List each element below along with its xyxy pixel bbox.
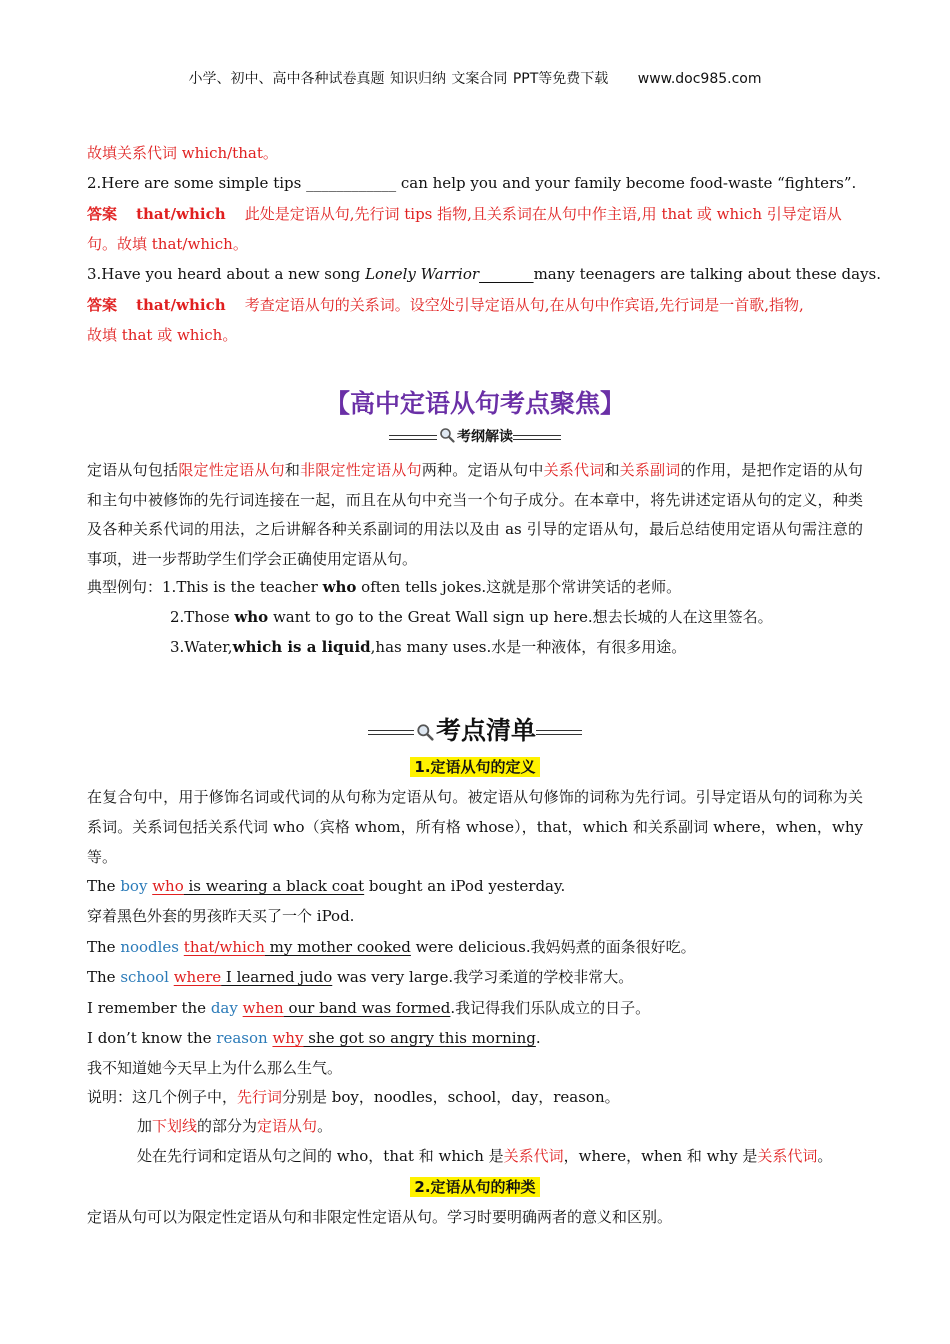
q3-answer-label: 答案: [87, 296, 118, 314]
note-term-underline: 下划线: [152, 1117, 198, 1135]
q3-explanation-1: 考查定语从句的关系词。设空处引导定语从句,在从句中作宾语,先行词是一首歌,指物,: [244, 296, 804, 314]
s4-relative: when: [242, 999, 284, 1017]
question-3: [87, 264, 881, 284]
magnifier-icon: [416, 718, 434, 747]
outline-label: 考纲解读: [457, 429, 513, 445]
example-3-a: 3.Water,: [170, 638, 233, 656]
q3-answer: [87, 290, 863, 350]
example-2-bold: who: [234, 608, 269, 626]
example-2: [170, 607, 773, 627]
s2-antecedent: noodles: [120, 938, 180, 956]
q2-blank: ____________: [306, 174, 397, 192]
point-1-title: [0, 756, 950, 777]
translation-5: 我不知道她今天早上为什么那么生气。: [87, 1059, 343, 1077]
sentence-5: [87, 1028, 541, 1048]
checklist-heading: [0, 711, 950, 747]
s3-pre: The: [87, 968, 121, 986]
example-1-b: often tells jokes.这就是那个常讲笑话的老师。: [356, 578, 682, 596]
magnifier-icon: [439, 427, 455, 447]
point-2-title: [0, 1176, 950, 1197]
sentence-3: [87, 967, 633, 987]
note-1-b: 分别是 boy，noodles，school，day，reason。: [282, 1088, 620, 1106]
sentence-1: [87, 876, 565, 896]
s1-post: bought an iPod yesterday.: [364, 877, 566, 895]
note-term-clause: 定语从句: [257, 1117, 318, 1135]
example-2-b: want to go to the Great Wall sign up here.想去长城的人在这里签名。: [268, 608, 773, 626]
s5-post: .: [535, 1029, 541, 1047]
s3-relative: where: [173, 968, 222, 986]
note-term-antecedent: 先行词: [237, 1088, 283, 1106]
s1-pre: The: [87, 877, 121, 895]
term-relative-adverb: 关系副词: [619, 461, 681, 479]
deco-bar-left-2: [368, 730, 414, 735]
example-1: [87, 577, 681, 597]
s4-pre: I remember the: [87, 999, 211, 1017]
s5-clause: she got so angry this morning: [303, 1029, 536, 1047]
point-1-body: 在复合句中，用于修饰名词或代词的从句称为定语从句。被定语从句修饰的词称为先行词。引导定语从句的词称为关系词。关系词包括关系代词 who（宾格 whom，所有格 whose），that，which 和关系副词 where，when，why 等。: [87, 788, 863, 866]
q2-answer-value: that/which: [136, 205, 226, 223]
s1-relative: who: [152, 877, 184, 895]
note-2-a: 加: [137, 1117, 153, 1135]
s5-relative: why: [272, 1029, 304, 1047]
header-site[interactable]: www.doc985.com: [637, 71, 762, 87]
s2-clause: my mother cooked: [264, 938, 411, 956]
s4-antecedent: day: [210, 999, 238, 1017]
s4-clause: our band was formed: [283, 999, 451, 1017]
intro-text-4: 和: [604, 461, 620, 479]
intro-text-5: 的作用，是把作定语的从句和主句中被修饰的先行词连接在一起，而且在从句中充当一个句子成分。在本章中，将先讲述定语从句的定义，种类及各种关系代词的用法，之后讲解各种关系副词的用法以及由 as 引导的定语从句，最后总结使用定语从句需注意的事项，进一步帮助学生们学会正确使用定语从句。: [87, 461, 863, 568]
point-2-title-text: 2.定语从句的种类: [410, 1177, 539, 1197]
translation-1: 穿着黑色外套的男孩昨天买了一个 iPod.: [87, 907, 355, 925]
q3-text-b: many teenagers are talking about these days.: [533, 265, 882, 283]
page-header: [0, 68, 950, 88]
outline-heading: [0, 426, 950, 447]
deco-bar-right: [513, 435, 561, 440]
s1-clause: is wearing a black coat: [183, 877, 365, 895]
sentence-4: [87, 998, 650, 1018]
s2-relative: that/which: [183, 938, 265, 956]
term-relative-pronoun: 关系代词: [543, 461, 605, 479]
point-1-title-text: 1.定语从句的定义: [410, 757, 539, 777]
term-nonrestrictive: 非限定性定语从句: [300, 461, 422, 479]
q3-song-title: Lonely Warrior: [365, 265, 480, 283]
intro-paragraph: [87, 456, 863, 574]
note-label: 说明：这几个例子中，: [87, 1088, 238, 1106]
s1-antecedent: boy: [120, 877, 148, 895]
q3-blank: ______: [479, 265, 534, 283]
note-3-c: 。: [817, 1147, 833, 1165]
intro-text-3: 两种。定语从句中: [421, 461, 544, 479]
s2-post: were delicious.我妈妈煮的面条很好吃。: [410, 938, 696, 956]
deco-bar-right-2: [536, 730, 582, 735]
s2-pre: The: [87, 938, 121, 956]
s4-post: .我记得我们乐队成立的日子。: [450, 999, 651, 1017]
q1-answer-tail: 故填关系代词 which/that。: [87, 144, 278, 162]
q3-explanation-2: 故填 that 或 which。: [87, 326, 238, 344]
note-3: [137, 1146, 832, 1166]
s5-pre: I don’t know the: [87, 1029, 217, 1047]
q2-answer: [87, 199, 863, 259]
example-3-bold: which is a liquid: [232, 638, 371, 656]
example-3: [170, 637, 686, 657]
sentence-2: [87, 937, 696, 957]
example-2-a: 2.Those: [170, 608, 235, 626]
note-term-pronoun-2: 关系代词: [757, 1147, 818, 1165]
q2-text-a: 2.Here are some simple tips: [87, 174, 307, 192]
example-3-b: ,has many uses.水是一种液体，有很多用途。: [370, 638, 687, 656]
intro-text-1: 定语从句包括: [87, 461, 179, 479]
note-1: [87, 1087, 620, 1107]
note-2-c: 。: [317, 1117, 333, 1135]
s5-antecedent: reason: [216, 1029, 268, 1047]
q3-answer-value: that/which: [136, 296, 226, 314]
q2-text-b: can help you and your family become food-waste “fighters”.: [396, 174, 857, 192]
header-text: 小学、初中、高中各种试卷真题 知识归纳 文案合同 PPT等免费下载: [188, 71, 609, 87]
q2-answer-label: 答案: [87, 205, 118, 223]
q2-explanation-1: 此处是定语从句,先行词 tips 指物,且关系词在从句中作主语,用 that 或 which 引导定语从: [244, 205, 842, 223]
term-restrictive: 限定性定语从句: [178, 461, 285, 479]
question-2: [87, 173, 856, 193]
point-2-body: 定语从句可以为限定性定语从句和非限定性定语从句。学习时要明确两者的意义和区别。: [87, 1208, 673, 1226]
note-2: [137, 1116, 332, 1136]
note-3-b: ，where，when 和 why 是: [563, 1147, 758, 1165]
q2-explanation-2: 句。故填 that/which。: [87, 235, 248, 253]
s3-post: was very large.我学习柔道的学校非常大。: [332, 968, 634, 986]
q3-text-a: 3.Have you heard about a new song: [87, 265, 366, 283]
note-term-pronoun-1: 关系代词: [503, 1147, 564, 1165]
s3-antecedent: school: [120, 968, 169, 986]
section-title: 【高中定语从句考点聚焦】: [324, 389, 625, 418]
example-1-a: 1.This is the teacher: [162, 578, 323, 596]
checklist-label: 考点清单: [435, 716, 536, 745]
note-3-a: 处在先行词和定语从句之间的 who，that 和 which 是: [137, 1147, 504, 1165]
note-2-b: 的部分为: [197, 1117, 258, 1135]
deco-bar-left: [389, 435, 437, 440]
examples-label: 典型例句：: [87, 578, 163, 596]
intro-text-2: 和: [284, 461, 301, 479]
s3-clause: I learned judo: [221, 968, 333, 986]
example-1-bold: who: [322, 578, 357, 596]
